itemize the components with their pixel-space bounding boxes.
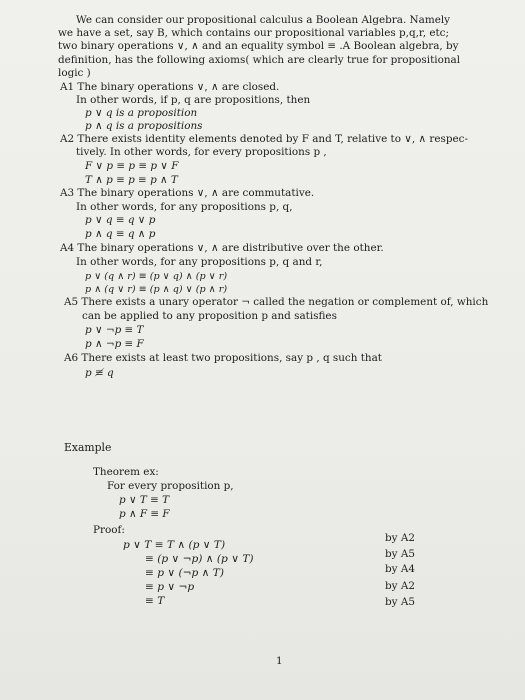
proof-step-reason: by A5 bbox=[385, 548, 415, 560]
intro-line: two binary operations ∨, ∧ and an equality symbol ≡ .A Boolean algebra, by bbox=[58, 40, 459, 53]
theorem-label: Theorem ex: bbox=[93, 466, 159, 478]
proof-step-expression: ≡ p ∨ ¬p bbox=[145, 581, 195, 593]
axiom-a1-formula-1: p ∨ q is a proposition bbox=[85, 107, 198, 119]
intro-line: definition, has the following axioms( which are clearly true for propositional bbox=[58, 53, 461, 66]
axiom-a2-formula-2: T ∧ p ≡ p ≡ p ∧ T bbox=[85, 174, 178, 186]
axiom-a1-formula-2: p ∧ q is a propositions bbox=[85, 120, 203, 132]
proof-step-reason: by A2 bbox=[385, 532, 415, 544]
axiom-a4-text: In other words, for any propositions p, q and r, bbox=[76, 256, 323, 268]
theorem-formula-1: p ∨ T ≡ T bbox=[119, 494, 170, 506]
example-title: Example bbox=[64, 441, 112, 454]
page-number: 1 bbox=[276, 655, 283, 667]
axiom-a3-heading: A3 The binary operations ∨, ∧ are commutative. bbox=[60, 187, 315, 199]
theorem-statement: For every proposition p, bbox=[107, 480, 234, 492]
axiom-a6-heading: A6 There exists at least two propositions, say p , q such that bbox=[64, 352, 382, 364]
proof-step-reason: by A4 bbox=[385, 563, 415, 575]
intro-paragraph bbox=[58, 14, 478, 80]
axiom-a5-formula-1: p ∨ ¬p ≡ T bbox=[85, 324, 144, 336]
axiom-a4-formula-1: p ∨ (q ∧ r) ≡ (p ∨ q) ∧ (p ∨ r) bbox=[85, 271, 228, 282]
intro-line: logic ) bbox=[58, 66, 91, 79]
theorem-formula-2: p ∧ F ≡ F bbox=[119, 508, 170, 520]
proof-step-expression: ≡ (p ∨ ¬p) ∧ (p ∨ T) bbox=[145, 553, 254, 565]
proof-step-reason: by A2 bbox=[385, 580, 415, 592]
proof-label: Proof: bbox=[93, 524, 125, 536]
intro-line: we have a set, say B, which contains our propositional variables p,q,r, etc; bbox=[58, 27, 449, 40]
axiom-a5-heading: A5 There exists a unary operator ¬ called the negation or complement of, which bbox=[64, 296, 489, 308]
axiom-a3-formula-1: p ∨ q ≡ q ∨ p bbox=[85, 214, 156, 226]
axiom-a2-formula-1: F ∨ p ≡ p ≡ p ∨ F bbox=[85, 160, 179, 172]
proof-step-expression: ≡ T bbox=[145, 595, 165, 607]
axiom-a5-formula-2: p ∧ ¬p ≡ F bbox=[85, 338, 144, 350]
intro-line: We can consider our propositional calculus a Boolean Algebra. Namely bbox=[76, 14, 451, 26]
proof-step-expression: p ∨ T ≡ T ∧ (p ∨ T) bbox=[123, 539, 226, 551]
axiom-a3-text: In other words, for any propositions p, q, bbox=[76, 201, 293, 213]
axiom-a2-text: tively. In other words, for every propositions p , bbox=[76, 146, 327, 158]
axiom-a6-formula: p ≢ q bbox=[85, 367, 114, 379]
axiom-a2-heading: A2 There exists identity elements denoted by F and T, relative to ∨, ∧ respec- bbox=[60, 133, 468, 145]
axiom-a4-heading: A4 The binary operations ∨, ∧ are distributive over the other. bbox=[60, 242, 384, 254]
axiom-a3-formula-2: p ∧ q ≡ q ∧ p bbox=[85, 228, 156, 240]
axiom-a1-heading: A1 The binary operations ∨, ∧ are closed. bbox=[60, 81, 280, 93]
axiom-a1-text: In other words, if p, q are propositions, then bbox=[76, 94, 311, 106]
axiom-a5-text: can be applied to any proposition p and satisfies bbox=[82, 310, 337, 322]
axiom-a4-formula-2: p ∧ (q ∨ r) ≡ (p ∧ q) ∨ (p ∧ r) bbox=[85, 284, 228, 295]
proof-step-reason: by A5 bbox=[385, 596, 415, 608]
proof-step-expression: ≡ p ∨ (¬p ∧ T) bbox=[145, 567, 224, 579]
